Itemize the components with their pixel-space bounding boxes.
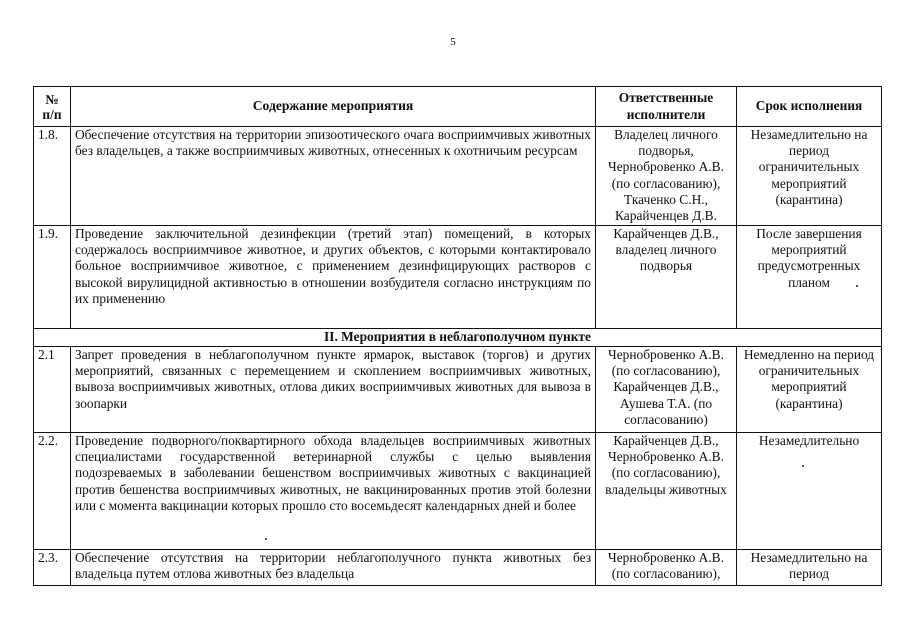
row-responsible: Чернобровенко А.В. (по согласованию),	[596, 550, 737, 586]
row-responsible: Чернобровенко А.В. (по согласованию), Карайченцев Д.В., Аушева Т.А. (по согласованию)	[596, 347, 737, 433]
row-content: Проведение подворного/поквартирного обхода владельцев восприимчивых животных специалистами государственной ветеринарной службы с целью выявления подозреваемых в заболевании бешенством восприимчивых животных с вакцинацией против бешенства восприимчивых животных, не вакцинированных против этой болезни или с момента вакцинации которых прошло сто восемьдесят календарных дней и более	[71, 433, 596, 550]
row-content: Проведение заключительной дезинфекции (третий этап) помещений, в которых содержалось восприимчивое животное, и других объектов, с которыми контактировало больное восприимчивое животное, с применением дезинфицирующих растворов с высокой вирулицидной активностью в отношении возбудителя согласно инструкциям по их применению	[71, 226, 596, 329]
row-number: 2.1	[34, 347, 71, 433]
header-content: Содержание мероприятия	[71, 87, 596, 127]
table-row	[34, 127, 882, 226]
header-responsible: Ответственные исполнители	[596, 87, 737, 127]
row-term: Немедленно на период ограничительных мероприятий (карантина)	[737, 347, 882, 433]
page-number: 5	[450, 36, 456, 48]
row-responsible: Владелец личного подворья, Чернобровенко А.В. (по согласованию), Ткаченко С.Н., Карайченцев Д.В.	[596, 127, 737, 226]
row-content: Запрет проведения в неблагополучном пункте ярмарок, выставок (торгов) и других мероприятий, связанных с перемещением и скоплением восприимчивых животных, вывоза восприимчивых животных, отлова диких восприимчивых животных для вывоза в зоопарки	[71, 347, 596, 433]
row-content: Обеспечение отсутствия на территории неблагополучного пункта животных без владельца путем отлова животных без владельца	[71, 550, 596, 586]
header-term: Срок исполнения	[737, 87, 882, 127]
scan-speck	[265, 538, 267, 540]
row-term: Незамедлительно на период	[737, 550, 882, 586]
header-num: № п/п	[34, 87, 71, 127]
row-number: 2.3.	[34, 550, 71, 586]
row-term: После завершения мероприятий предусмотренных планом	[737, 226, 882, 329]
row-number: 1.9.	[34, 226, 71, 329]
table-row	[34, 433, 882, 550]
row-number: 1.8.	[34, 127, 71, 226]
row-term: Незамедлительно	[737, 433, 882, 550]
table-header-row	[34, 87, 882, 127]
section-row	[34, 329, 882, 347]
row-responsible: Карайченцев Д.В., Чернобровенко А.В. (по согласованию), владельцы животных	[596, 433, 737, 550]
scan-speck	[856, 285, 858, 287]
measures-table	[33, 86, 882, 586]
table-row	[34, 347, 882, 433]
table-row	[34, 550, 882, 586]
row-term: Незамедлительно на период ограничительных мероприятий (карантина)	[737, 127, 882, 226]
table-row	[34, 226, 882, 329]
row-content: Обеспечение отсутствия на территории эпизоотического очага восприимчивых животных без владельцев, а также восприимчивых животных, отнесенных к охотничьим ресурсам	[71, 127, 596, 226]
section-title: II. Мероприятия в неблагополучном пункте	[34, 329, 882, 347]
scan-speck	[802, 465, 804, 467]
row-responsible: Карайченцев Д.В., владелец личного подворья	[596, 226, 737, 329]
row-number: 2.2.	[34, 433, 71, 550]
